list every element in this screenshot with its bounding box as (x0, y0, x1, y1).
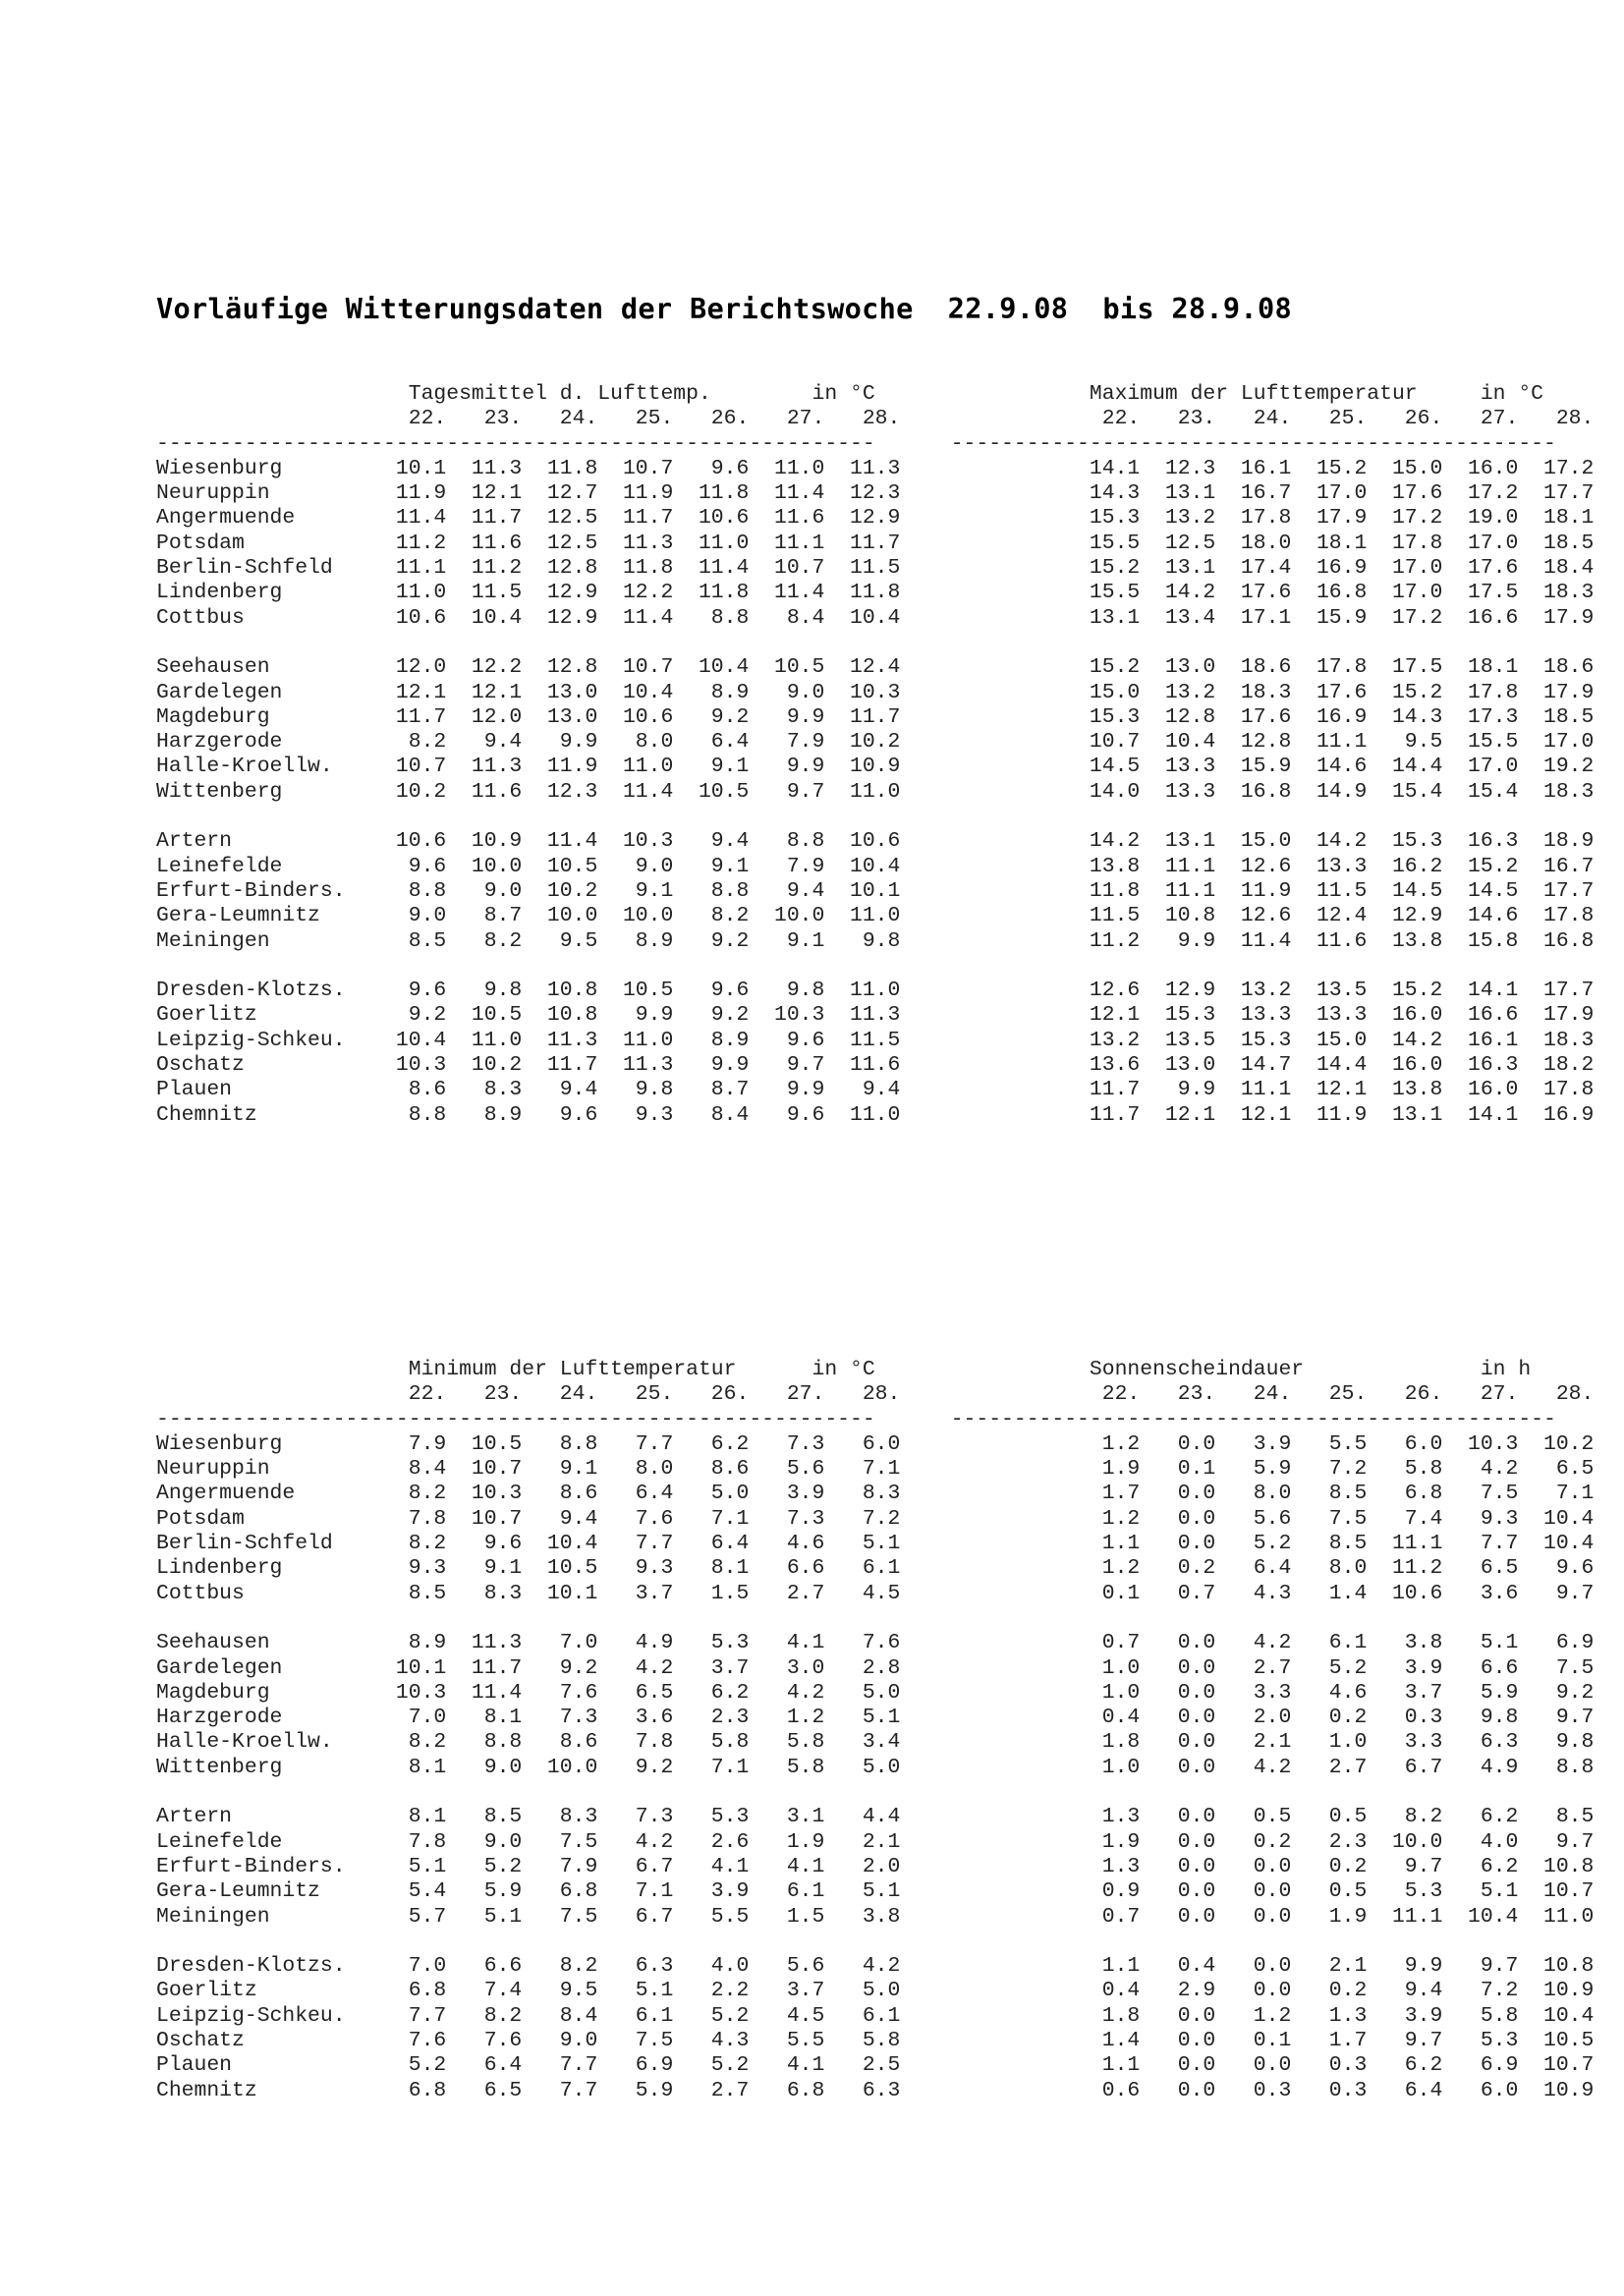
table-row: Chemnitz 8.8 8.9 9.6 9.3 8.4 9.6 11.0 11.7 12.1 12.1 11.9 13.1 14.1 16.9 (156, 1102, 1595, 1127)
table-row: Erfurt-Binders. 5.1 5.2 7.9 6.7 4.1 4.1 2.0 1.3 0.0 0.0 0.2 9.7 6.2 10.8 (156, 1854, 1595, 1878)
table-row: Plauen 5.2 6.4 7.7 6.9 5.2 4.1 2.5 1.1 0.0 0.0 0.3 6.2 6.9 10.7 (156, 2053, 1595, 2078)
table-row: Halle-Kroellw. 8.2 8.8 8.6 7.8 5.8 5.8 3.4 1.8 0.0 2.1 1.0 3.3 6.3 9.8 (156, 1730, 1595, 1755)
table-row: Erfurt-Binders. 8.8 9.0 10.2 9.1 8.8 9.4 10.1 11.8 11.1 11.9 11.5 14.5 14.5 17.7 (156, 878, 1595, 903)
table-row: Meiningen 8.5 8.2 9.5 8.9 9.2 9.1 9.8 11.2 9.9 11.4 11.6 13.8 15.8 16.8 (156, 928, 1595, 953)
table-row: Goerlitz 9.2 10.5 10.8 9.9 9.2 10.3 11.3 12.1 15.3 13.3 13.3 16.0 16.6 17.9 (156, 1003, 1595, 1028)
table-header-titles: Tagesmittel d. Lufttemp. in °C Maximum der Lufttemperatur in °C (156, 382, 1544, 406)
table-row: Oschatz 10.3 10.2 11.7 11.3 9.9 9.7 11.6 13.6 13.0 14.7 14.4 16.0 16.3 18.2 (156, 1053, 1595, 1078)
table-row: Gera-Leumnitz 5.4 5.9 6.8 7.1 3.9 6.1 5.1 0.9 0.0 0.0 0.5 5.3 5.1 10.7 (156, 1879, 1595, 1904)
group-spacer (156, 1930, 1594, 1954)
table-row: Berlin-Schfeld 11.1 11.2 12.8 11.8 11.4 10.7 11.5 15.2 13.1 17.4 16.9 17.0 17.6 18.4 (156, 556, 1595, 581)
table-row: Artern 8.1 8.5 8.3 7.3 5.3 3.1 4.4 1.3 0.0 0.5 0.5 8.2 6.2 8.5 (156, 1805, 1595, 1829)
table-row: Leinefelde 9.6 10.0 10.5 9.0 9.1 7.9 10.4 13.8 11.1 12.6 13.3 16.2 15.2 16.7 (156, 854, 1595, 878)
table-separator: --------------------------------------------------------- ------------------------------------------------ (156, 431, 1556, 456)
group-spacer (156, 1780, 1594, 1805)
table-row: Gardelegen 12.1 12.1 13.0 10.4 8.9 9.0 10.3 15.0 13.2 18.3 17.6 15.2 17.8 17.9 (156, 680, 1595, 704)
table-row: Potsdam 11.2 11.6 12.5 11.3 11.0 11.1 11.7 15.5 12.5 18.0 18.1 17.8 17.0 18.5 (156, 531, 1595, 555)
table-row: Seehausen 12.0 12.2 12.8 10.7 10.4 10.5 12.4 15.2 13.0 18.6 17.8 17.5 18.1 18.6 (156, 655, 1595, 680)
table-row: Angermuende 11.4 11.7 12.5 11.7 10.6 11.6 12.9 15.3 13.2 17.8 17.9 17.2 19.0 18.1 (156, 506, 1595, 531)
table-row: Lindenberg 11.0 11.5 12.9 12.2 11.8 11.4 11.8 15.5 14.2 17.6 16.8 17.0 17.5 18.3 (156, 581, 1595, 605)
group-spacer (156, 631, 1594, 655)
table-row: Berlin-Schfeld 8.2 9.6 10.4 7.7 6.4 4.6 5.1 1.1 0.0 5.2 8.5 11.1 7.7 10.4 (156, 1532, 1595, 1556)
report-title: Vorläufige Witterungsdaten der Berichtswoche 22.9.08 bis 28.9.08 (156, 292, 1292, 325)
table-row: Cottbus 10.6 10.4 12.9 11.4 8.8 8.4 10.4 13.1 13.4 17.1 15.9 17.2 16.6 17.9 (156, 605, 1595, 630)
table-row: Neuruppin 11.9 12.1 12.7 11.9 11.8 11.4 12.3 14.3 13.1 16.7 17.0 17.6 17.2 17.7 (156, 481, 1595, 506)
table-min-temperature-and-sunshine (156, 1358, 1594, 2103)
table-row: Wittenberg 10.2 11.6 12.3 11.4 10.5 9.7 11.0 14.0 13.3 16.8 14.9 15.4 15.4 18.3 (156, 779, 1595, 804)
table-header-days: 22. 23. 24. 25. 26. 27. 28. 22. 23. 24. 25. 26. 27. 28. (156, 407, 1595, 431)
table-row: Gera-Leumnitz 9.0 8.7 10.0 10.0 8.2 10.0 11.0 11.5 10.8 12.6 12.4 12.9 14.6 17.8 (156, 904, 1595, 928)
table-row: Harzgerode 7.0 8.1 7.3 3.6 2.3 1.2 5.1 0.4 0.0 2.0 0.2 0.3 9.8 9.7 (156, 1706, 1595, 1730)
table-row: Leipzig-Schkeu. 7.7 8.2 8.4 6.1 5.2 4.5 6.1 1.8 0.0 1.2 1.3 3.9 5.8 10.4 (156, 2003, 1595, 2028)
table-row: Leipzig-Schkeu. 10.4 11.0 11.3 11.0 8.9 9.6 11.5 13.2 13.5 15.3 15.0 14.2 16.1 18.3 (156, 1028, 1595, 1052)
table-row: Magdeburg 10.3 11.4 7.6 6.5 6.2 4.2 5.0 1.0 0.0 3.3 4.6 3.7 5.9 9.2 (156, 1680, 1595, 1705)
table-header-titles: Minimum der Lufttemperatur in °C Sonnenscheindauer in h (156, 1358, 1532, 1381)
table-separator: --------------------------------------------------------- ------------------------------------------------ (156, 1407, 1556, 1431)
table-row: Chemnitz 6.8 6.5 7.7 5.9 2.7 6.8 6.3 0.6 0.0 0.3 0.3 6.4 6.0 10.9 (156, 2078, 1595, 2102)
table-row: Halle-Kroellw. 10.7 11.3 11.9 11.0 9.1 9.9 10.9 14.5 13.3 15.9 14.6 14.4 17.0 19.2 (156, 755, 1595, 779)
table-row: Oschatz 7.6 7.6 9.0 7.5 4.3 5.5 5.8 1.4 0.0 0.1 1.7 9.7 5.3 10.5 (156, 2029, 1595, 2053)
table-row: Seehausen 8.9 11.3 7.0 4.9 5.3 4.1 7.6 0.7 0.0 4.2 6.1 3.8 5.1 6.9 (156, 1631, 1595, 1655)
table-row: Gardelegen 10.1 11.7 9.2 4.2 3.7 3.0 2.8 1.0 0.0 2.7 5.2 3.9 6.6 7.5 (156, 1655, 1595, 1680)
table-row: Goerlitz 6.8 7.4 9.5 5.1 2.2 3.7 5.0 0.4 2.9 0.0 0.2 9.4 7.2 10.9 (156, 1979, 1595, 2003)
group-spacer (156, 954, 1594, 979)
table-row: Dresden-Klotzs. 7.0 6.6 8.2 6.3 4.0 5.6 4.2 1.1 0.4 0.0 2.1 9.9 9.7 10.8 (156, 1954, 1595, 1979)
table-header-days: 22. 23. 24. 25. 26. 27. 28. 22. 23. 24. 25. 26. 27. 28. (156, 1382, 1595, 1407)
table-row: Magdeburg 11.7 12.0 13.0 10.6 9.2 9.9 11.7 15.3 12.8 17.6 16.9 14.3 17.3 18.5 (156, 704, 1595, 729)
group-spacer (156, 1606, 1594, 1631)
group-spacer (156, 805, 1594, 829)
table-row: Plauen 8.6 8.3 9.4 9.8 8.7 9.9 9.4 11.7 9.9 11.1 12.1 13.8 16.0 17.8 (156, 1078, 1595, 1102)
table-row: Artern 10.6 10.9 11.4 10.3 9.4 8.8 10.6 14.2 13.1 15.0 14.2 15.3 16.3 18.9 (156, 829, 1595, 854)
table-row: Wiesenburg 10.1 11.3 11.8 10.7 9.6 11.0 11.3 14.1 12.3 16.1 15.2 15.0 16.0 17.2 (156, 456, 1595, 480)
table-row: Angermuende 8.2 10.3 8.6 6.4 5.0 3.9 8.3 1.7 0.0 8.0 8.5 6.8 7.5 7.1 (156, 1482, 1595, 1506)
table-row: Cottbus 8.5 8.3 10.1 3.7 1.5 2.7 4.5 0.1 0.7 4.3 1.4 10.6 3.6 9.7 (156, 1581, 1595, 1605)
table-row: Neuruppin 8.4 10.7 9.1 8.0 8.6 5.6 7.1 1.9 0.1 5.9 7.2 5.8 4.2 6.5 (156, 1457, 1595, 1482)
table-row: Wiesenburg 7.9 10.5 8.8 7.7 6.2 7.3 6.0 1.2 0.0 3.9 5.5 6.0 10.3 10.2 (156, 1431, 1595, 1456)
table-row: Leinefelde 7.8 9.0 7.5 4.2 2.6 1.9 2.1 1.9 0.0 0.2 2.3 10.0 4.0 9.7 (156, 1829, 1595, 1854)
table-row: Dresden-Klotzs. 9.6 9.8 10.8 10.5 9.6 9.8 11.0 12.6 12.9 13.2 13.5 15.2 14.1 17.7 (156, 979, 1595, 1003)
table-mean-and-max-temperature (156, 382, 1594, 1128)
table-row: Harzgerode 8.2 9.4 9.9 8.0 6.4 7.9 10.2 10.7 10.4 12.8 11.1 9.5 15.5 17.0 (156, 730, 1595, 755)
table-row: Lindenberg 9.3 9.1 10.5 9.3 8.1 6.6 6.1 1.2 0.2 6.4 8.0 11.2 6.5 9.6 (156, 1556, 1595, 1581)
table-row: Potsdam 7.8 10.7 9.4 7.6 7.1 7.3 7.2 1.2 0.0 5.6 7.5 7.4 9.3 10.4 (156, 1506, 1595, 1531)
table-row: Wittenberg 8.1 9.0 10.0 9.2 7.1 5.8 5.0 1.0 0.0 4.2 2.7 6.7 4.9 8.8 (156, 1755, 1595, 1779)
table-row: Meiningen 5.7 5.1 7.5 6.7 5.5 1.5 3.8 0.7 0.0 0.0 1.9 11.1 10.4 11.0 (156, 1904, 1595, 1929)
